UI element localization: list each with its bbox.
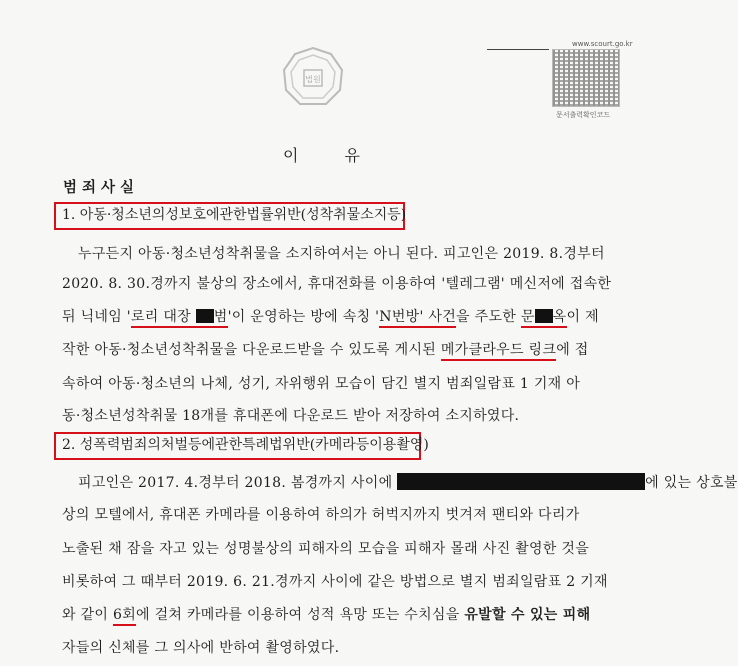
text: '이 운영하는 방에 속칭 ' xyxy=(227,309,380,325)
s2-line-2: 상의 모텔에서, 휴대폰 카메라를 이용하여 하의가 허벅지까지 벗겨져 팬티와 다리가 xyxy=(62,507,580,523)
text: 문 xyxy=(520,309,535,325)
text: 에 걸쳐 카메라를 이용하여 성적 욕망 또는 수치심을 xyxy=(136,607,465,623)
s2-line-5 xyxy=(62,604,590,624)
s2-line-6: 자들의 신체를 그 의사에 반하여 촬영하였다. xyxy=(62,640,340,656)
underlined-case-name: N번방' 사건 xyxy=(379,309,456,328)
underlined-link: 메가클라우드 링크 xyxy=(441,342,556,361)
text: 범 xyxy=(213,309,228,325)
text: 에 있는 상호불 xyxy=(645,475,738,491)
s1-line-5: 속하여 아동·청소년의 나체, 성기, 자위행위 모습이 담긴 별지 범죄일람표 1 기재 아 xyxy=(62,376,581,392)
text: 뒤 닉네임 ' xyxy=(62,309,131,325)
bold-text: 유발할 수 있는 피해 xyxy=(464,607,591,623)
qr-caption: 문서출력확인코드 xyxy=(556,111,611,119)
s1-line-3 xyxy=(62,306,599,326)
text: 에 접 xyxy=(556,342,589,358)
header-rule xyxy=(487,49,549,50)
underlined-nickname xyxy=(131,309,228,328)
s1-line-1: 누구든지 아동·청소년성착취물을 소지하여서는 아니 된다. 피고인은 2019. 8.경부터 xyxy=(78,246,605,262)
title-char-1: 이 xyxy=(283,146,301,165)
s1-line-6: 동·청소년성착취물 18개를 휴대폰에 다운로드 받아 저장하여 소지하였다. xyxy=(62,408,520,424)
text: 이 제 xyxy=(566,309,599,325)
seal-text: 법원 xyxy=(305,75,321,84)
underlined-count: 6회 xyxy=(113,607,136,626)
section-1-title: 1. 아동·청소년의성보호에관한법률위반(성착취물소지등) xyxy=(54,202,405,230)
text: 와 같이 xyxy=(62,607,113,623)
section-heading: 범죄사실 xyxy=(63,180,140,196)
text: 을 주도한 xyxy=(456,309,521,325)
document-verification-code xyxy=(552,49,620,107)
section-2-title: 2. 성폭력범죄의처벌등에관한특례법위반(카메라등이용촬영) xyxy=(54,432,421,460)
redaction-block xyxy=(196,309,214,323)
page-title xyxy=(283,143,406,166)
underlined-person-name xyxy=(521,309,567,328)
redaction-block xyxy=(535,309,553,323)
redaction-block xyxy=(397,473,645,490)
s2-line-4: 비롯하여 그 때부터 2019. 6. 21.경까지 사이에 같은 방법으로 별지 범죄일람표 2 기재 xyxy=(62,574,608,590)
text: 작한 아동·청소년성착취물을 다운로드받을 수 있도록 게시된 xyxy=(62,342,441,358)
s1-line-2: 2020. 8. 30.경까지 불상의 장소에서, 휴대전화를 이용하여 '텔레그램' 메신저에 접속한 xyxy=(62,276,612,292)
text: 옥 xyxy=(552,309,567,325)
s2-line-1 xyxy=(78,472,738,492)
s1-line-4 xyxy=(62,339,589,359)
text: 로리 대장 xyxy=(130,309,196,325)
title-char-2: 유 xyxy=(344,146,362,165)
text: 피고인은 2017. 4.경부터 2018. 봄경까지 사이에 xyxy=(78,475,398,491)
s2-line-3: 노출된 채 잠을 자고 있는 성명불상의 피해자의 모습을 피해자 몰래 사진 촬영한 것을 xyxy=(62,541,590,557)
court-site-url: www.scourt.go.kr xyxy=(572,40,633,48)
court-seal-emblem xyxy=(282,46,344,108)
